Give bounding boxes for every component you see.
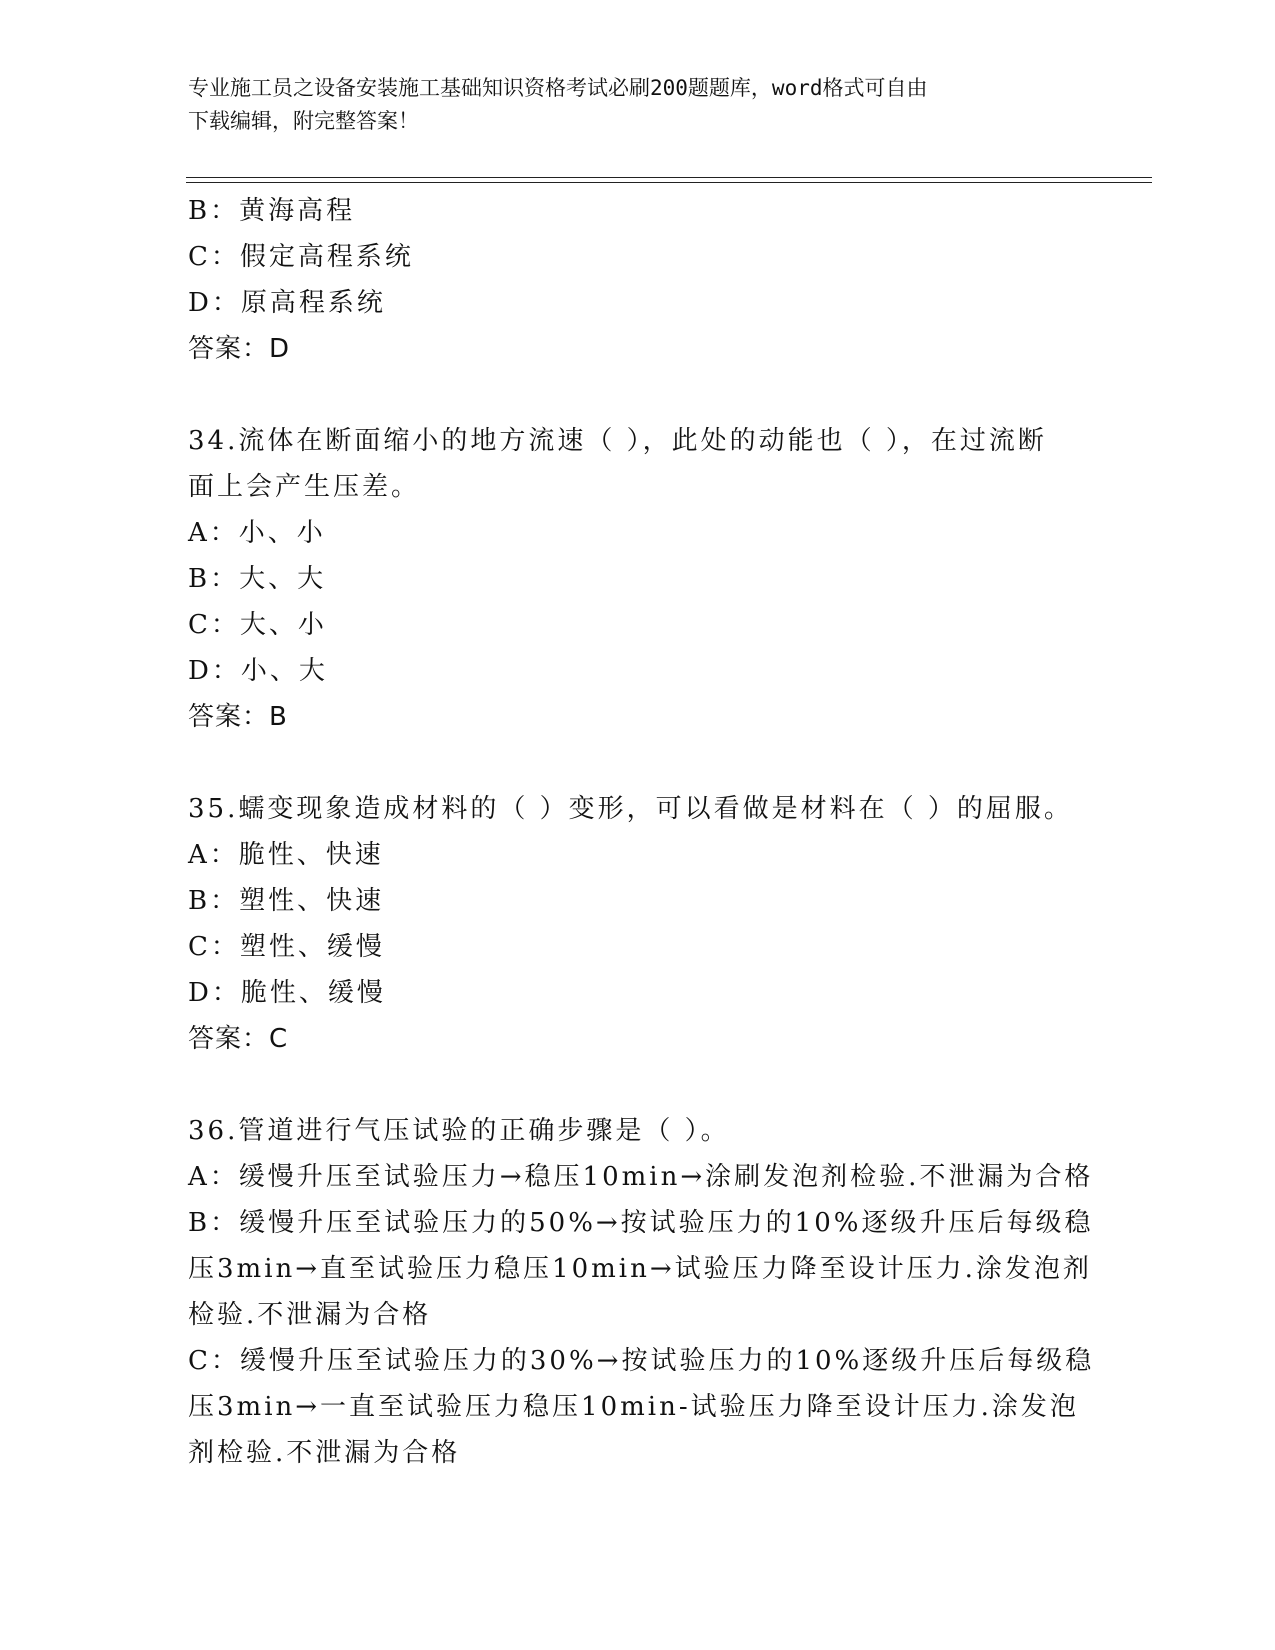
question-33-tail [188,188,1088,372]
option-c: C：假定高程系统 [188,242,414,272]
question-content [188,188,1095,1476]
question-stem-line: 34.流体在断面缩小的地方流速（ ），此处的动能也（ ），在过流断 [188,426,1047,456]
option-a: A：小、小 [188,518,326,548]
option-d: D：脆性、缓慢 [188,978,386,1008]
option-c: C：缓慢升压至试验压力的30%→按试验压力的10%逐级升压后每级稳 [188,1346,1095,1376]
answer-label: 答案：B [188,702,288,732]
option-c: C：塑性、缓慢 [188,932,385,962]
option-b: B：塑性、快速 [188,886,385,916]
option-b-continued: 压3min→直至试验压力稳压10min→试验压力降至设计压力.涂发泡剂 [188,1254,1092,1284]
header-line-1: 专业施工员之设备安装施工基础知识资格考试必刷200题题库，word格式可自由 [188,76,928,100]
option-c-continued: 压3min→一直至试验压力稳压10min-试验压力降至设计压力.涂发泡 [188,1392,1079,1422]
header-line-2: 下载编辑，附完整答案！ [188,109,419,133]
answer-label: 答案：D [188,334,291,364]
question-stem-line: 面上会产生压差。 [188,472,421,502]
option-b: B：大、大 [188,564,327,594]
header-divider-bottom [186,182,1152,183]
option-a: A：脆性、快速 [188,840,384,870]
question-35 [188,786,1088,1062]
option-b: B：缓慢升压至试验压力的50%→按试验压力的10%逐级升压后每级稳 [188,1208,1094,1238]
option-d: D：原高程系统 [188,288,386,318]
question-36 [188,1108,1095,1476]
option-a: A：缓慢升压至试验压力→稳压10min→涂刷发泡剂检验.不泄漏为合格 [188,1162,1094,1192]
option-c: C：大、小 [188,610,327,640]
question-stem-line: 36.管道进行气压试验的正确步骤是（ ）。 [188,1116,730,1146]
question-34 [188,418,1088,740]
option-c-continued: 剂检验.不泄漏为合格 [188,1438,461,1468]
option-b-continued: 检验.不泄漏为合格 [188,1300,432,1330]
answer-label: 答案：C [188,1024,289,1054]
document-header [188,72,1088,138]
option-d: D：小、大 [188,656,328,686]
option-b: B：黄海高程 [188,196,356,226]
question-stem-line: 35.蠕变现象造成材料的（ ）变形，可以看做是材料在（ ）的屈服。 [188,794,1073,824]
header-divider-top [186,177,1152,178]
